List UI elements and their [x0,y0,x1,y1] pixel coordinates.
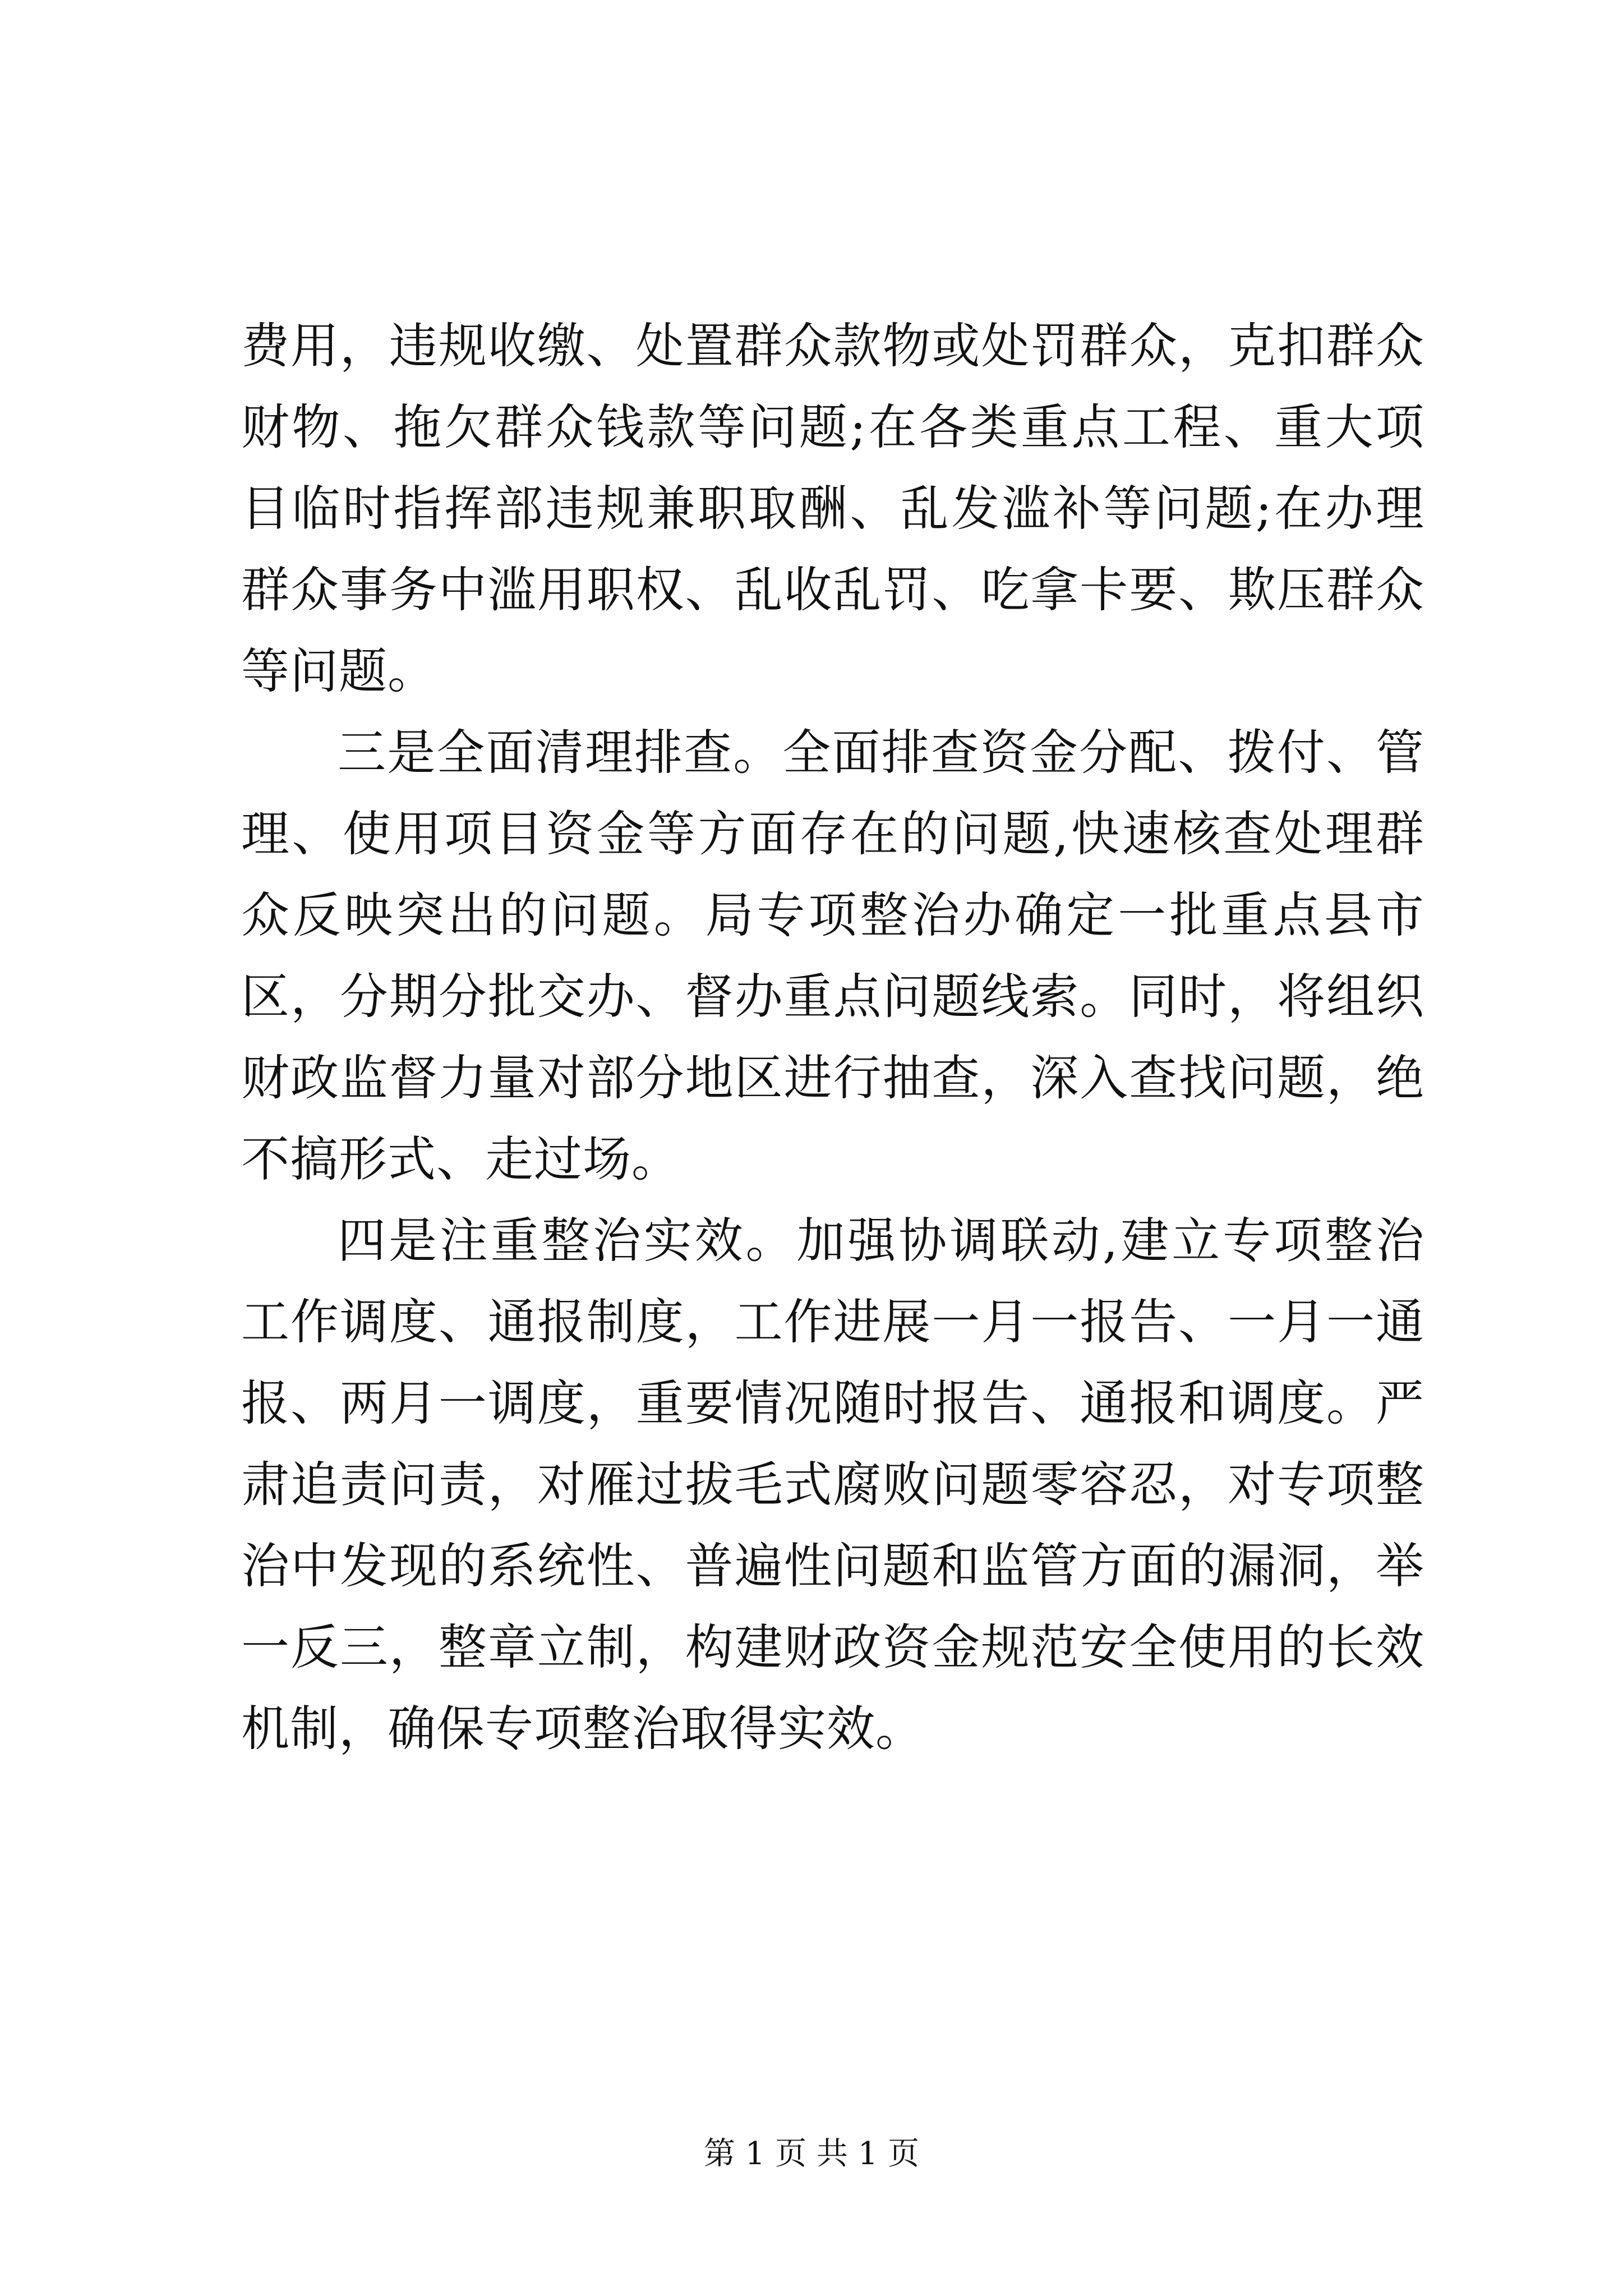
paragraph-continued: 费用，违规收缴、处置群众款物或处罚群众，克扣群众财物、拖欠群众钱款等问题;在各类重点工程、重大项目临时指挥部违规兼职取酬、乱发滥补等问题;在办理群众事务中滥用职权、乱收乱罚、吃拿卡要、欺压群众等问题。 [241,318,1424,700]
paragraph-item-four: 四是注重整治实效。加强协调联动,建立专项整治工作调度、通报制度，工作进展一月一报告、一月一通报、两月一调度，重要情况随时报告、通报和调度。严肃追责问责，对雁过拔毛式腐败问题零容忍，对专项整治中发现的系统性、普遍性问题和监管方面的漏洞，举一反三，整章立制，构建财政资金规范安全使用的长效机制，确保专项整治取得实效。 [241,1213,1424,1757]
page-footer: 第 1 页 共 1 页 [703,2136,920,2172]
document-body [241,306,1424,1770]
paragraph-item-three: 三是全面清理排查。全面排查资金分配、拨付、管理、使用项目资金等方面存在的问题,快速核查处理群众反映突出的问题。局专项整治办确定一批重点县市区，分期分批交办、督办重点问题线索。同时，将组织财政监督力量对部分地区进行抽查，深入查找问题，绝不搞形式、走过场。 [241,725,1424,1188]
